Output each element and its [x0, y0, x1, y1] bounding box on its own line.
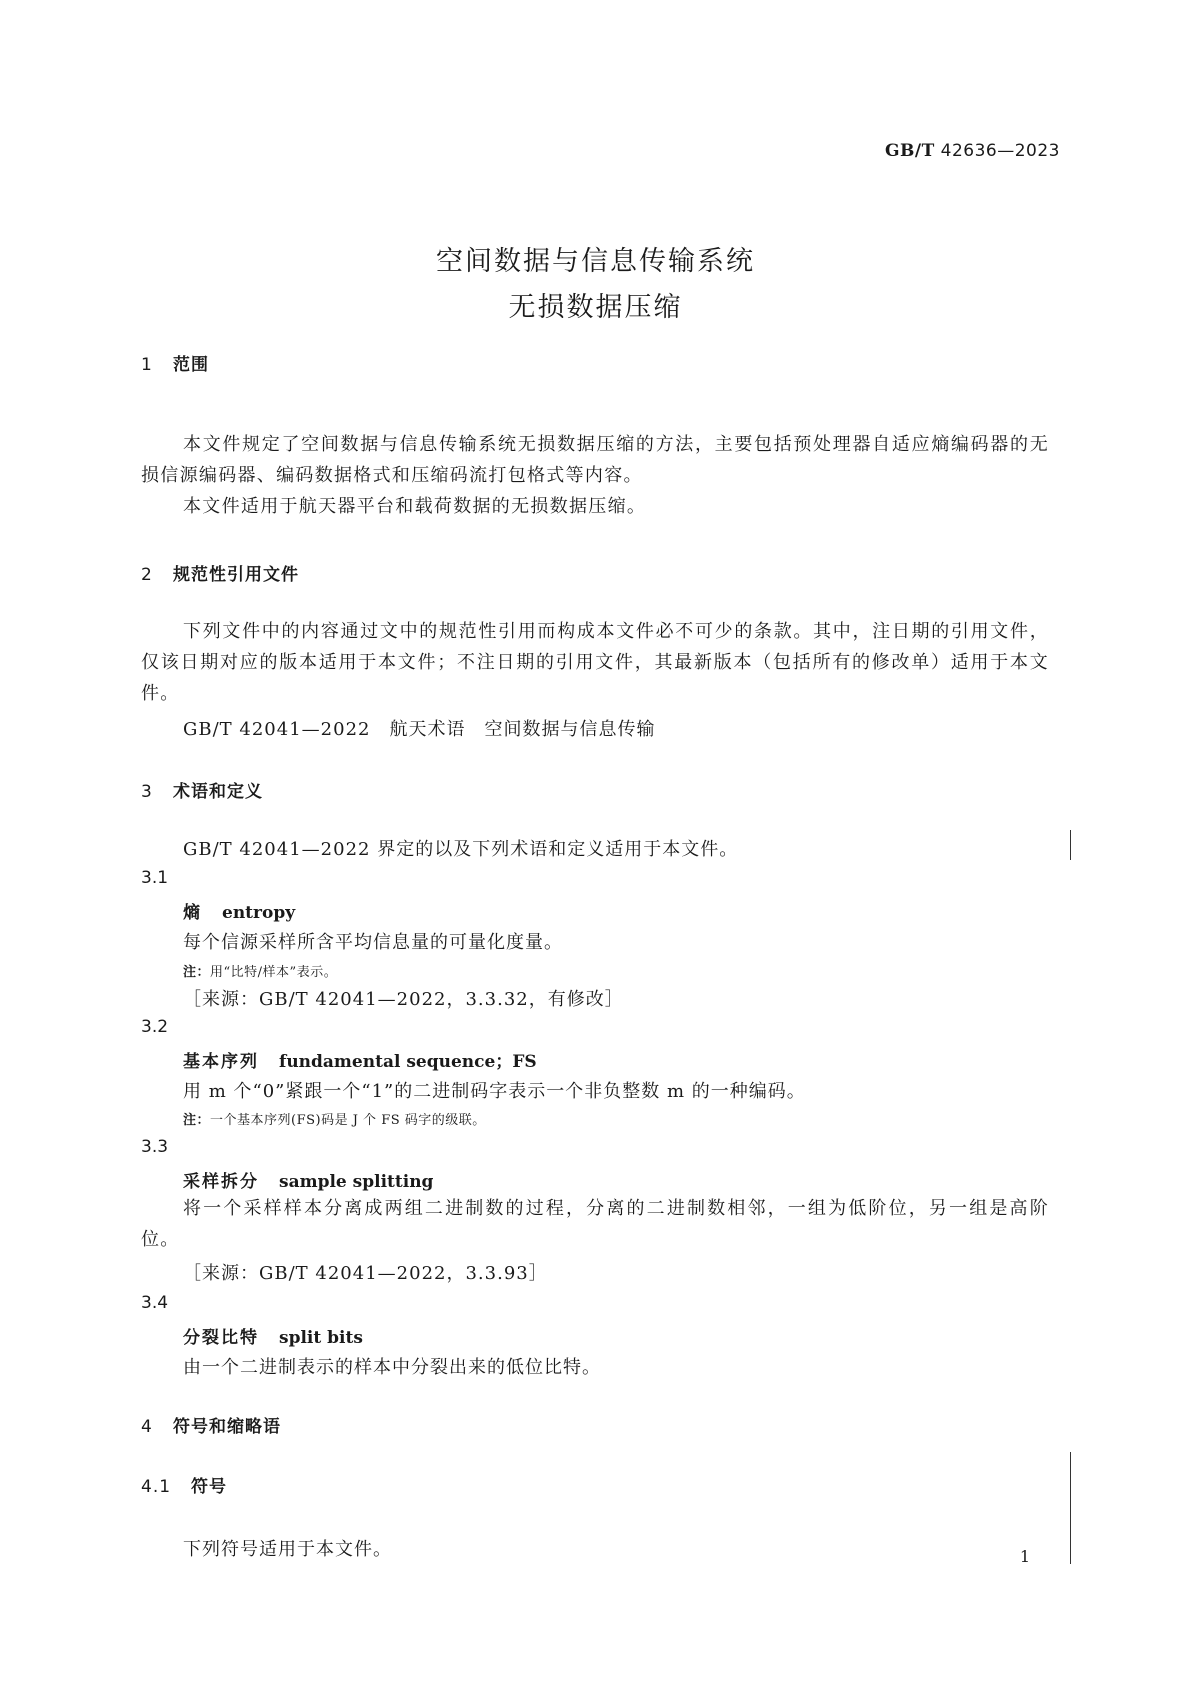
change-bar [1070, 830, 1071, 860]
standard-prefix: GB/T [885, 141, 935, 161]
section-3-intro: GB/T 42041—2022 界定的以及下列术语和定义适用于本文件。 [183, 839, 739, 860]
term-3-1-note-text: 用“比特/样本”表示。 [210, 965, 338, 980]
term-3-2-zh: 基本序列 [183, 1052, 259, 1072]
change-bar [1070, 1452, 1071, 1564]
normative-reference: GB/T 42041—2022 航天术语 空间数据与信息传输 [183, 719, 656, 740]
term-3-1-note-label: 注： [183, 965, 211, 980]
section-4-1-title: 符号 [191, 1477, 227, 1497]
section-3-number: 3 [141, 782, 153, 802]
section-2-number: 2 [141, 565, 153, 585]
term-3-4-definition: 由一个二进制表示的样本中分裂出来的低位比特。 [183, 1357, 601, 1378]
term-3-4-number: 3.4 [141, 1293, 169, 1313]
section-3-heading [141, 777, 263, 802]
page-number: 1 [1019, 1547, 1030, 1566]
section-4-number: 4 [141, 1417, 153, 1437]
term-3-1-definition: 每个信源采样所含平均信息量的可量化度量。 [183, 932, 563, 953]
term-3-3-zh: 采样拆分 [183, 1172, 259, 1192]
section-1-number: 1 [141, 355, 153, 375]
term-3-2-definition: 用 m 个“0”紧跟一个“1”的二进制码字表示一个非负整数 m 的一种编码。 [183, 1081, 806, 1102]
term-3-2-en: fundamental sequence；FS [279, 1052, 537, 1072]
term-3-1-number: 3.1 [141, 868, 169, 888]
term-3-3-definition: 将一个采样样本分离成两组二进制数的过程，分离的二进制数相邻，一组为低阶位，另一组是高阶位。 [141, 1198, 1049, 1250]
section-2-title: 规范性引用文件 [173, 565, 299, 585]
section-1-title: 范围 [173, 355, 209, 375]
term-3-2-number: 3.2 [141, 1017, 169, 1037]
section-1-heading [141, 350, 209, 375]
term-3-1-source: ［来源：GB/T 42041—2022，3.3.32，有修改］ [183, 989, 624, 1010]
term-3-3-en: sample splitting [279, 1172, 434, 1192]
term-3-4-zh: 分裂比特 [183, 1328, 259, 1348]
section-4-heading [141, 1412, 281, 1437]
document-title-line1: 空间数据与信息传输系统 [436, 246, 755, 277]
document-title-line2: 无损数据压缩 [508, 292, 683, 323]
term-3-4 [183, 1323, 363, 1348]
standard-code [885, 141, 1060, 161]
section-1-paragraph-1: 本文件规定了空间数据与信息传输系统无损数据压缩的方法，主要包括预处理器自适应熵编码器的无损信源编码器、编码数据格式和压缩码流打包格式等内容。 [141, 434, 1049, 486]
term-3-1-zh: 熵 [183, 903, 202, 923]
section-4-1-number: 4.1 [141, 1477, 172, 1497]
section-2-paragraph: 下列文件中的内容通过文中的规范性引用而构成本文件必不可少的条款。其中，注日期的引用文件，仅该日期对应的版本适用于本文件；不注日期的引用文件，其最新版本（包括所有的修改单）适用于本文件。 [141, 621, 1049, 704]
section-4-1-text: 下列符号适用于本文件。 [183, 1539, 392, 1560]
section-2-heading [141, 560, 299, 585]
term-3-2-note-text: 一个基本序列(FS)码是 J 个 FS 码字的级联。 [210, 1113, 486, 1128]
term-3-2-note-label: 注： [183, 1113, 211, 1128]
section-1-paragraph-2: 本文件适用于航天器平台和载荷数据的无损数据压缩。 [183, 496, 647, 517]
term-3-2-note [183, 1109, 486, 1128]
section-3-title: 术语和定义 [173, 782, 263, 802]
standard-number: 42636—2023 [940, 141, 1060, 161]
term-3-3-source: ［来源：GB/T 42041—2022，3.3.93］ [183, 1263, 548, 1284]
term-3-4-en: split bits [279, 1328, 363, 1348]
section-4-title: 符号和缩略语 [173, 1417, 281, 1437]
term-3-1 [183, 898, 295, 923]
term-3-3-number: 3.3 [141, 1137, 169, 1157]
term-3-1-en: entropy [222, 903, 296, 923]
term-3-3 [183, 1167, 433, 1192]
term-3-2 [183, 1047, 537, 1072]
section-4-1-heading [141, 1472, 227, 1497]
term-3-1-note [183, 961, 337, 980]
